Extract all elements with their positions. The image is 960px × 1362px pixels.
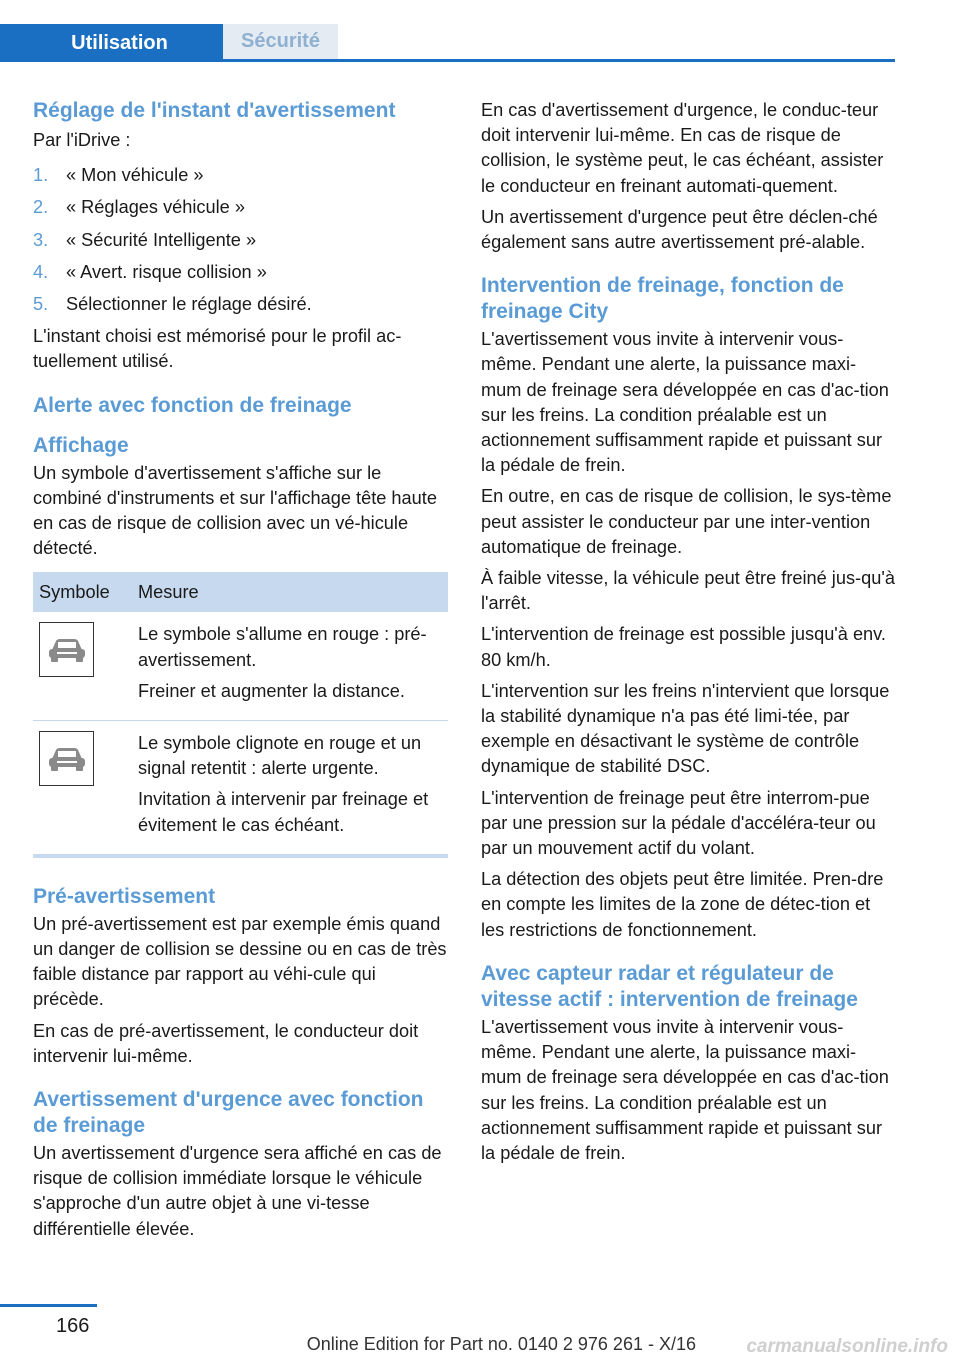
table-header-symbole: Symbole [33,572,132,612]
table-row [33,721,448,856]
table-cell-text: Invitation à intervenir par freinage et évitement le cas échéant. [138,789,429,835]
table-cell-text: Le symbole s'allume en rouge : pré-avertissement. [138,624,427,670]
list-item [33,288,448,320]
right-column [481,98,896,1172]
list-item [33,159,448,191]
heading-alerte: Alerte avec fonction de freinage [33,393,352,417]
paragraph: L'instant choisi est mémorisé pour le profil ac-tuellement utilisé. [33,326,402,372]
table-cell-text: Le symbole clignote en rouge et un signal retentit : alerte urgente. [138,733,422,779]
paragraph: L'avertissement vous invite à intervenir vous-même. Pendant une alerte, la puissance maxi-mum de freinage sera développée en cas d'ac-tion sur les freins. La condition préalable est un actionnement suffisamment rapide et puissant sur la pédale de frein. [481,1016,889,1163]
table-cell-text: Freiner et augmenter la distance. [138,680,405,701]
table-header-mesure: Mesure [132,572,448,612]
car-warning-icon [39,731,94,786]
paragraph: En cas de pré-avertissement, le conducteur doit intervenir lui-même. [33,1020,419,1066]
page-number: 166 [56,1315,90,1337]
paragraph: L'intervention de freinage est possible jusqu'à env. 80 km/h. [481,624,886,670]
step-text: « Sécurité Intelligente » [66,229,257,250]
step-text: « Mon véhicule » [66,165,204,186]
step-text: Sélectionner le réglage désiré. [66,294,312,315]
table-row [33,612,448,720]
car-warning-icon [39,622,94,677]
step-number: 4. [33,261,49,282]
step-number: 1. [33,165,49,186]
paragraph: L'avertissement vous invite à intervenir vous-même. Pendant une alerte, la puissance maxi-mum de freinage sera développée en cas d'ac-tion sur les freins. La condition préalable est un actionnement suffisamment rapide et puissant sur la pédale de frein. [481,329,889,476]
step-number: 3. [33,229,49,250]
footer-bar [0,1304,97,1307]
watermark: carmanualsonline.info [746,1336,948,1357]
paragraph: Un avertissement d'urgence peut être déclen-ché également sans autre avertissement pré-alable. [481,206,878,253]
tab-securite[interactable]: Sécurité [223,24,338,59]
top-tab-bar [0,24,895,62]
left-column [33,98,448,1248]
paragraph: À faible vitesse, la véhicule peut être freiné jus-qu'à l'arrêt. [481,568,895,614]
paragraph: Un symbole d'avertissement s'affiche sur le combiné d'instruments et sur l'affichage tête haute en cas de risque de collision avec un vé-hicule détecté. [33,462,437,559]
step-text: « Avert. risque collision » [66,261,267,282]
paragraph: L'intervention de freinage peut être interrom-pue par une pression sur la pédale d'accéléra-teur ou par un mouvement actif du volant. [481,787,876,859]
step-number: 2. [33,197,49,218]
paragraph: L'intervention sur les freins n'intervient que lorsque la stabilité dynamique n'a pas été limi-tée, par exemple en désactivant le système de contrôle dynamique de stabilité DSC. [481,680,890,777]
paragraph: Un pré-avertissement est par exemple émis quand un danger de collision se dessine ou en cas de très faible distance par rapport au véhi-cule qui précède. [33,913,447,1010]
heading-capteur-radar: Avec capteur radar et régulateur de vitesse actif : intervention de freinage [481,961,858,1011]
tab-underline [0,59,895,62]
symbol-table [33,572,448,857]
tab-utilisation[interactable]: Utilisation [0,24,223,62]
paragraph: La détection des objets peut être limitée. Pren-dre en compte les limites de la zone de détec-tion et les restrictions de fonctionnement. [481,869,884,940]
paragraph: Un avertissement d'urgence sera affiché en cas de risque de collision immédiate lorsque le véhicule s'approche d'un autre objet à une vi-tesse différentielle élevée. [33,1143,442,1239]
steps-list [33,159,448,320]
list-item [33,256,448,288]
step-number: 5. [33,294,49,315]
heading-intervention-city: Intervention de freinage, fonction de freinage City [481,274,844,324]
paragraph: Par l'iDrive : [33,130,131,150]
heading-affichage: Affichage [33,433,129,457]
paragraph: En outre, en cas de risque de collision, le sys-tème peut assister le conducteur par une inter-vention automatique de freinage. [481,486,892,557]
heading-avertissement-urgence: Avertissement d'urgence avec fonction de freinage [33,1088,424,1138]
paragraph: En cas d'avertissement d'urgence, le conduc-teur doit intervenir lui-même. En cas de risque de collision, le système peut, le cas échéant, assister le conducteur en freinant automati-quement. [481,100,884,196]
heading-pre-avertissement: Pré-avertissement [33,884,216,908]
list-item [33,191,448,223]
edition-note: Online Edition for Part no. 0140 2 976 261 - X/16 [306,1334,696,1354]
step-text: « Réglages véhicule » [66,197,245,218]
list-item [33,224,448,256]
heading-reglage: Réglage de l'instant d'avertissement [33,99,396,122]
